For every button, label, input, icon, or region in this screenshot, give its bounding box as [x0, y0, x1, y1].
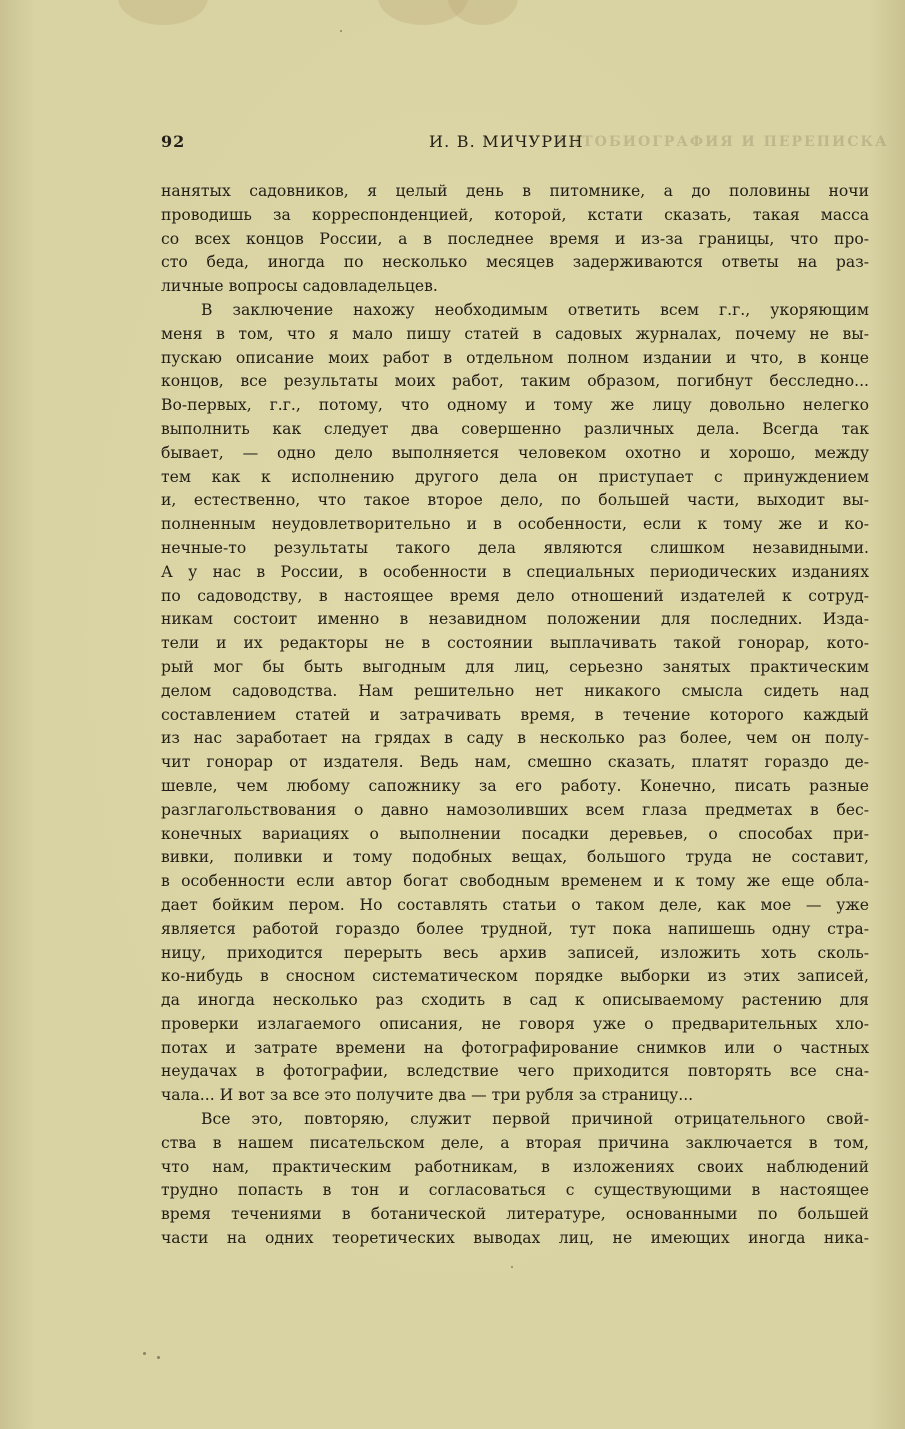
- text-line: со всех концов России, а в последнее время и из-за границы, что про-: [161, 229, 869, 248]
- text-line: трудно попасть в тон и согласоваться с существующими в настоящее: [161, 1181, 869, 1200]
- text-line: концов, все результаты моих работ, таким образом, погибнут бесследно...: [161, 372, 869, 391]
- paper-speck: [511, 1266, 513, 1268]
- text-line: никам состоит именно в незавидном положении для последних. Изда-: [161, 610, 869, 629]
- text-line: шевле, чем любому сапожнику за его работу. Конечно, писать разные: [161, 776, 869, 795]
- text-line: по садоводству, в настоящее время дело отношений издателей к сотруд-: [161, 586, 869, 605]
- text-line: тем как к исполнению другого дела он приступает с принуждением: [161, 467, 869, 486]
- text-line: нанятых садовников, я целый день в питомнике, а до половины ночи: [161, 182, 869, 200]
- text-line: неудачах в фотографии, вследствие чего приходится повторять все сна-: [161, 1062, 869, 1081]
- text-line: ства в нашем писательском деле, а вторая причина заключается в том,: [161, 1133, 869, 1152]
- text-line: из нас заработает на грядах в саду в несколько раз более, чем он полу-: [161, 729, 869, 748]
- text-line: чала... И вот за все это получите два — три рубля за страницу...: [161, 1086, 694, 1105]
- paper-speck: [157, 1356, 160, 1359]
- text-line: сто беда, иногда по несколько месяцев задерживаются ответы на раз-: [161, 253, 869, 272]
- text-line: выполнить как следует два совершенно различных дела. Всегда так: [161, 419, 869, 438]
- text-line: А у нас в России, в особенности в специальных периодических изданиях: [161, 562, 869, 581]
- text-line: что нам, практическим работникам, в изложениях своих наблюдений: [161, 1157, 869, 1176]
- text-line: ко-нибудь в сносном систематическом порядке выборки из этих записей,: [161, 967, 869, 986]
- text-line: Все это, повторяю, служит первой причиной отрицательного свой-: [201, 1110, 869, 1129]
- text-line: время течениями в ботанической литературе, основанными по большей: [161, 1205, 869, 1224]
- text-line: Во-первых, г.г., потому, что одному и тому же лицу довольно нелегко: [161, 396, 869, 415]
- text-line: делом садоводства. Нам решительно нет никакого смысла сидеть над: [161, 681, 869, 700]
- text-line: В заключение нахожу необходимым ответить всем г.г., укоряющим: [201, 300, 869, 319]
- paper-speck: [143, 1352, 146, 1355]
- text-line: дает бойким пером. Но составлять статьи о таком деле, как мое — уже: [161, 895, 869, 914]
- text-line: части на одних теоретических выводах лиц, не имеющих иногда ника-: [161, 1229, 869, 1248]
- text-line: нечные-то результаты такого дела являются слишком незавидными.: [161, 538, 869, 557]
- text-line: личные вопросы садовладельцев.: [161, 277, 438, 296]
- text-line: ницу, приходится перерыть весь архив записей, изложить хоть сколь-: [161, 943, 869, 962]
- text-line: чит гонорар от издателя. Ведь нам, смешно сказать, платят гораздо де-: [161, 753, 869, 772]
- paper-stain: [118, 0, 208, 25]
- text-line: в особенности если автор богат свободным временем и к тому же еще обла-: [161, 872, 869, 891]
- text-line: тели и их редакторы не в состоянии выплачивать такой гонорар, кото-: [161, 634, 869, 653]
- text-line: составлением статей и затрачивать время, в течение которого каждый: [161, 705, 869, 724]
- text-line: да иногда несколько раз сходить в сад к описываемому растению для: [161, 991, 869, 1010]
- text-line: полненным неудовлетворительно и в особенности, если к тому же и ко-: [161, 515, 869, 534]
- text-line: проверки излагаемого описания, не говоря уже о предварительных хло-: [161, 1014, 869, 1033]
- body-text: [161, 180, 869, 1251]
- text-line: вивки, поливки и тому подобных вещах, большого труда не составит,: [161, 848, 869, 867]
- text-line: рый мог бы быть выгодным для лиц, серьезно занятых практическим: [161, 657, 869, 676]
- text-line: меня в том, что я мало пишу статей в садовых журналах, почему не вы-: [161, 324, 869, 343]
- paper-stain: [448, 0, 518, 25]
- text-line: проводишь за корреспонденцией, которой, кстати сказать, такая масса: [161, 205, 869, 224]
- running-head: И. В. МИЧУРИН: [429, 132, 584, 151]
- text-line: пускаю описание моих работ в отдельном полном издании и что, в конце: [161, 348, 869, 367]
- text-line: потах и затрате времени на фотографирование снимков или о частных: [161, 1038, 869, 1057]
- text-line: конечных вариациях о выполнении посадки деревьев, о способах при-: [161, 824, 869, 843]
- text-line: разглагольствования о давно намозоливших всем глаза предметах в бес-: [161, 800, 869, 819]
- text-line: и, естественно, что такое второе дело, по большей части, выходит вы-: [161, 491, 869, 510]
- paper-speck: [340, 30, 342, 32]
- text-line: является работой гораздо более трудной, тут пока напишешь одну стра-: [161, 919, 869, 938]
- bleed-through-text: АВТОБИОГРАФИЯ И ПЕРЕПИСКА: [555, 134, 889, 150]
- page-number: 92: [161, 132, 186, 151]
- text-line: бывает, — одно дело выполняется человеком охотно и хорошо, между: [161, 443, 869, 462]
